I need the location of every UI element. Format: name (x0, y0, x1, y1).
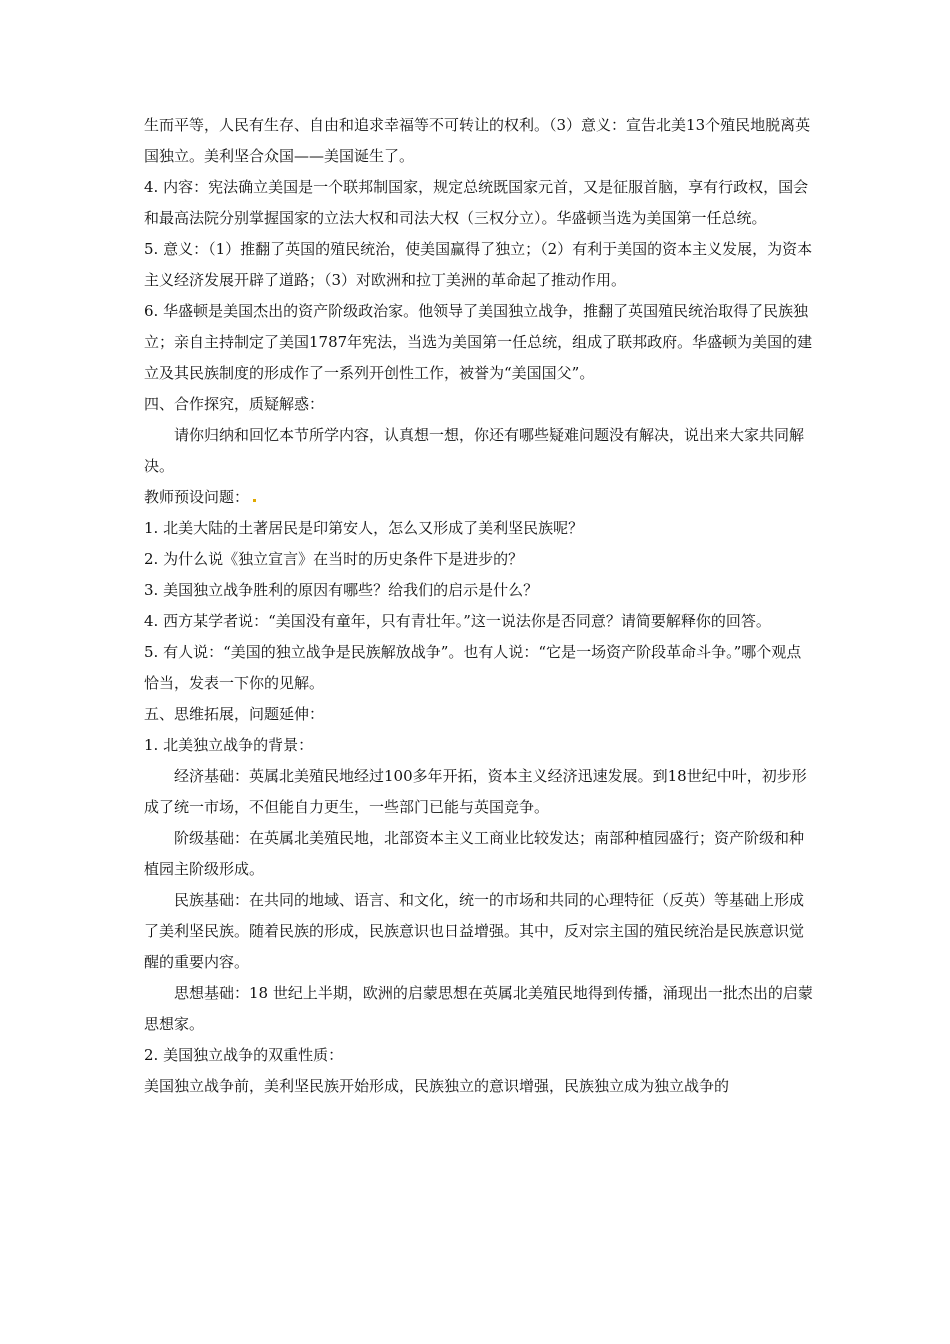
teacher-questions-heading (144, 482, 814, 513)
paragraph-war-significance: 5. 意义：（1）推翻了英国的殖民统治，使美国赢得了独立；（2）有利于美国的资本主义发展，为资本主义经济发展开辟了道路；（3）对欧洲和拉丁美洲的革命起了推动作用。 (144, 240, 813, 289)
question-3: 3. 美国独立战争胜利的原因有哪些？给我们的启示是什么？ (144, 581, 539, 599)
highlight-mark (253, 499, 256, 502)
document-body (144, 110, 814, 1102)
paragraph-economic-basis: 经济基础：英属北美殖民地经过100多年开拓，资本主义经济迅速发展。到18世纪中叶，初步形成了统一市场，不但能自力更生，一些部门已能与英国竞争。 (144, 767, 807, 816)
question-1: 1. 北美大陆的土著居民是印第安人，怎么又形成了美利坚民族呢？ (144, 519, 584, 537)
question-5: 5. 有人说：“美国的独立战争是民族解放战争”。也有人说：“它是一场资产阶段革命斗争。”哪个观点恰当，发表一下你的见解。 (144, 643, 802, 692)
teacher-questions-label: 教师预设问题： (144, 488, 250, 506)
paragraph-washington: 6. 华盛顿是美国杰出的资产阶级政治家。他领导了美国独立战争，推翻了英国殖民统治取得了民族独立；亲自主持制定了美国1787年宪法，当选为美国第一任总统，组成了联邦政府。华盛顿为美国的建立及其民族制度的形成作了一系列开创性工作，被誉为“美国国父”。 (144, 302, 813, 382)
paragraph-inquiry-prompt: 请你归纳和回忆本节所学内容，认真想一想，你还有哪些疑难问题没有解决，说出来大家共同解决。 (144, 426, 805, 475)
question-2: 2. 为什么说《独立宣言》在当时的历史条件下是进步的？ (144, 550, 524, 568)
paragraph-ideological-basis: 思想基础：18 世纪上半期，欧洲的启蒙思想在英属北美殖民地得到传播，涌现出一批杰出的启蒙思想家。 (144, 984, 813, 1033)
question-4: 4. 西方某学者说：“美国没有童年，只有青壮年。”这一说法你是否同意？请简要解释你的回答。 (144, 612, 771, 630)
paragraph-dual-nature-start: 美国独立战争前，美利坚民族开始形成，民族独立的意识增强，民族独立成为独立战争的 (144, 1077, 730, 1095)
paragraph-declaration-tail: 生而平等，人民有生存、自由和追求幸福等不可转让的权利。（3）意义：宣告北美13个殖民地脱离英国独立。美利坚合众国——美国诞生了。 (144, 116, 811, 165)
subheading-war-background: 1. 北美独立战争的背景： (144, 736, 314, 754)
paragraph-constitution-content: 4. 内容：宪法确立美国是一个联邦制国家，规定总统既国家元首，又是征服首脑，享有行政权，国会和最高法院分别掌握国家的立法大权和司法大权（三权分立）。华盛顿当选为美国第一任总统。 (144, 178, 809, 227)
subheading-dual-nature: 2. 美国独立战争的双重性质： (144, 1046, 344, 1064)
paragraph-class-basis: 阶级基础：在英属北美殖民地，北部资本主义工商业比较发达；南部种植园盛行；资产阶级和种植园主阶级形成。 (144, 829, 805, 878)
section-heading-extension: 五、思维拓展，问题延伸： (144, 705, 325, 723)
paragraph-national-basis: 民族基础：在共同的地域、语言、和文化，统一的市场和共同的心理特征（反英）等基础上形成了美利坚民族。随着民族的形成，民族意识也日益增强。其中，反对宗主国的殖民统治是民族意识觉醒的重要内容。 (144, 891, 805, 971)
section-heading-cooperative-inquiry: 四、合作探究，质疑解惑： (144, 395, 325, 413)
